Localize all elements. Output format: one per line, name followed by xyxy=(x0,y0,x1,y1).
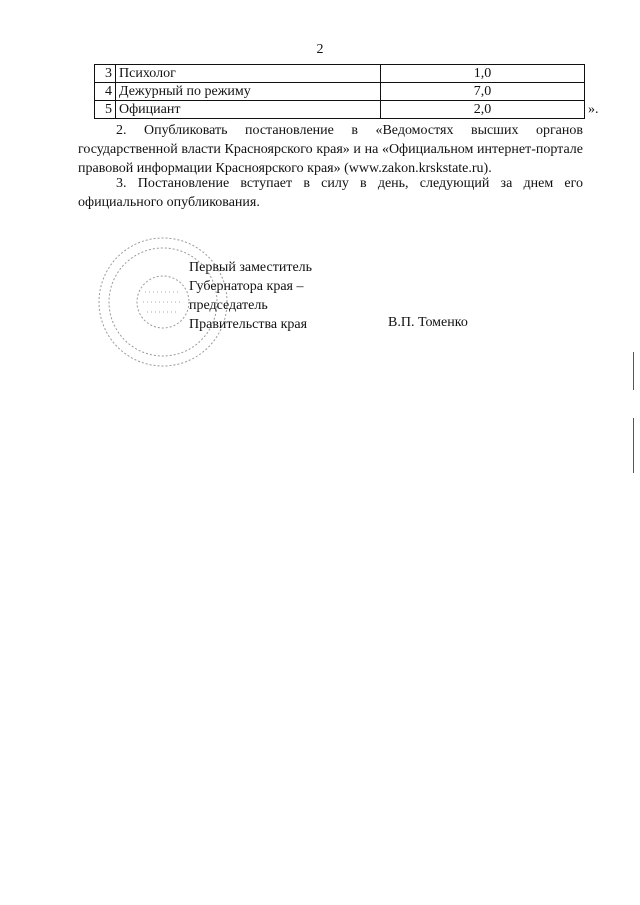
table-row xyxy=(95,65,585,83)
position-value: 1,0 xyxy=(381,65,585,83)
position-name: Официант xyxy=(116,101,381,119)
signatory-title xyxy=(189,258,312,334)
position-value: 2,0 xyxy=(381,101,585,119)
row-number: 4 xyxy=(95,83,116,101)
page-number: 2 xyxy=(316,42,324,57)
position-name: Психолог xyxy=(116,65,381,83)
table-row xyxy=(95,101,585,119)
scan-edge-mark xyxy=(633,418,634,473)
position-name: Дежурный по режиму xyxy=(116,83,381,101)
signatory-title-line: Правительства края xyxy=(189,317,308,332)
row-number: 5 xyxy=(95,101,116,119)
signatory-title-line: Первый заместитель xyxy=(189,260,313,275)
paragraph-effective: 3. Постановление вступает в силу в день, следующий за днем его официального опубликования. xyxy=(78,176,583,210)
signatory-title-line: Губернатора края – xyxy=(189,279,304,294)
paragraph-publish: 2. Опубликовать постановление в «Ведомостях высших органов государственной власти Красноярского края» и на «Официальном интернет-портале правовой информации Красноярского края» (www.zakon.krskstate.ru). xyxy=(78,123,583,176)
row-number: 3 xyxy=(95,65,116,83)
signatory-name: В.П. Томенко xyxy=(388,315,468,330)
table-closing-quote: ». xyxy=(588,102,599,117)
scan-edge-mark xyxy=(633,352,634,390)
table-row xyxy=(95,83,585,101)
signatory-title-line: председатель xyxy=(189,298,268,313)
staff-table xyxy=(94,64,585,119)
position-value: 7,0 xyxy=(381,83,585,101)
